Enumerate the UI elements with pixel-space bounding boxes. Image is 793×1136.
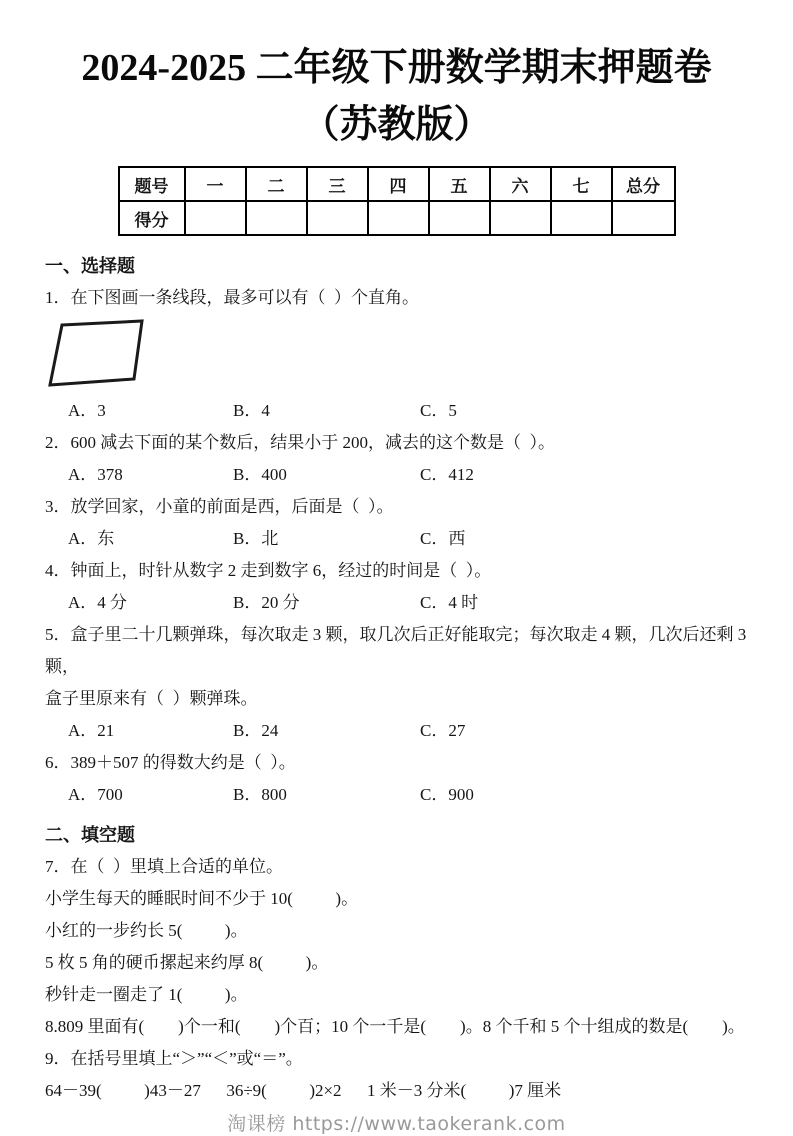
score-table-col-4: 四 [368, 167, 429, 201]
score-row-label: 得分 [119, 201, 185, 235]
option-c: C．27 [420, 721, 466, 740]
score-cell-empty [368, 201, 429, 235]
parallelogram-figure [45, 314, 773, 395]
option-a: A．3 [68, 401, 106, 420]
score-cell-empty [612, 201, 675, 235]
question-5-options [45, 715, 773, 747]
score-table-col-7: 七 [551, 167, 612, 201]
title-line1: 2024-2025 二年级下册数学期末押题卷 [81, 47, 712, 89]
score-table-header-label: 题号 [119, 167, 185, 201]
title-line2: （苏教版） [301, 104, 492, 146]
question-5-text-line2: 盒子里原来有（ ）颗弹珠。 [45, 689, 258, 708]
question-1-text: 1．在下图画一条线段，最多可以有（ ）个直角。 [45, 288, 419, 307]
question-7-blank-4: 秒针走一圈走了 1( )。 [45, 985, 248, 1004]
option-a: A．700 [68, 785, 123, 804]
option-a: A．4 分 [68, 593, 128, 612]
option-a: A．21 [68, 721, 115, 740]
score-table-header-row [119, 167, 675, 201]
option-c: C．900 [420, 785, 474, 804]
question-6-options [45, 779, 773, 811]
score-table-col-5: 五 [429, 167, 490, 201]
exam-body [0, 236, 793, 1107]
score-cell-empty [429, 201, 490, 235]
option-c: C．西 [420, 529, 466, 548]
option-b: B．北 [233, 529, 279, 548]
page-title [0, 0, 793, 154]
score-table-score-row [119, 201, 675, 235]
question-9-text: 9．在括号里填上“＞”“＜”或“＝”。 [45, 1049, 303, 1068]
score-cell-empty [551, 201, 612, 235]
question-3-text: 3．放学回家，小童的前面是西，后面是（ ）。 [45, 497, 394, 516]
question-4-options [45, 587, 773, 619]
option-a: A．378 [68, 465, 123, 484]
question-4-text: 4．钟面上，时针从数字 2 走到数字 6，经过的时间是（ ）。 [45, 561, 492, 580]
score-table-col-total: 总分 [612, 167, 675, 201]
option-b: B．4 [233, 401, 270, 420]
question-7-blank-1: 小学生每天的睡眠时间不少于 10( )。 [45, 889, 359, 908]
option-b: B．400 [233, 465, 287, 484]
score-table-col-6: 六 [490, 167, 551, 201]
question-7-blank-3: 5 枚 5 角的硬币摞起来约厚 8( )。 [45, 953, 329, 972]
section2-title: 二、填空题 [45, 825, 135, 845]
option-b: B．24 [233, 721, 279, 740]
question-5-text-line1: 5．盒子里二十几颗弹珠，每次取走 3 颗，取几次后正好能取完；每次取走 4 颗，几次后还剩 3 颗， [45, 625, 751, 676]
question-3-options [45, 523, 773, 555]
score-table-col-1: 一 [185, 167, 246, 201]
question-2-text: 2．600 减去下面的某个数后，结果小于 200，减去的这个数是（ ）。 [45, 433, 555, 452]
question-8-text: 8.809 里面有( )个一和( )个百；10 个一千是( )。8 个千和 5 个十组成的数是( )。 [45, 1017, 745, 1036]
option-a: A．东 [68, 529, 115, 548]
score-cell-empty [185, 201, 246, 235]
option-b: B．20 分 [233, 593, 300, 612]
question-7-blank-2: 小红的一步约长 5( )。 [45, 921, 248, 940]
option-c: C．5 [420, 401, 457, 420]
score-cell-empty [246, 201, 307, 235]
score-table-col-2: 二 [246, 167, 307, 201]
score-cell-empty [490, 201, 551, 235]
question-7-text: 7．在（ ）里填上合适的单位。 [45, 857, 283, 876]
score-table-col-3: 三 [307, 167, 368, 201]
question-6-text: 6．389＋507 的得数大约是（ ）。 [45, 753, 296, 772]
option-b: B．800 [233, 785, 287, 804]
question-2-options [45, 459, 773, 491]
question-1-options [45, 395, 773, 427]
question-9-expressions: 64－39( )43－27 36÷9( )2×2 1 米－3 分米( )7 厘米 [45, 1081, 562, 1100]
parallelogram-shape [45, 317, 165, 392]
option-c: C．412 [420, 465, 474, 484]
score-table [118, 166, 676, 236]
option-c: C．4 时 [420, 593, 479, 612]
footer-watermark: 淘课榜 https://www.taokerank.com [227, 1113, 566, 1135]
section1-title: 一、选择题 [45, 256, 135, 276]
score-cell-empty [307, 201, 368, 235]
